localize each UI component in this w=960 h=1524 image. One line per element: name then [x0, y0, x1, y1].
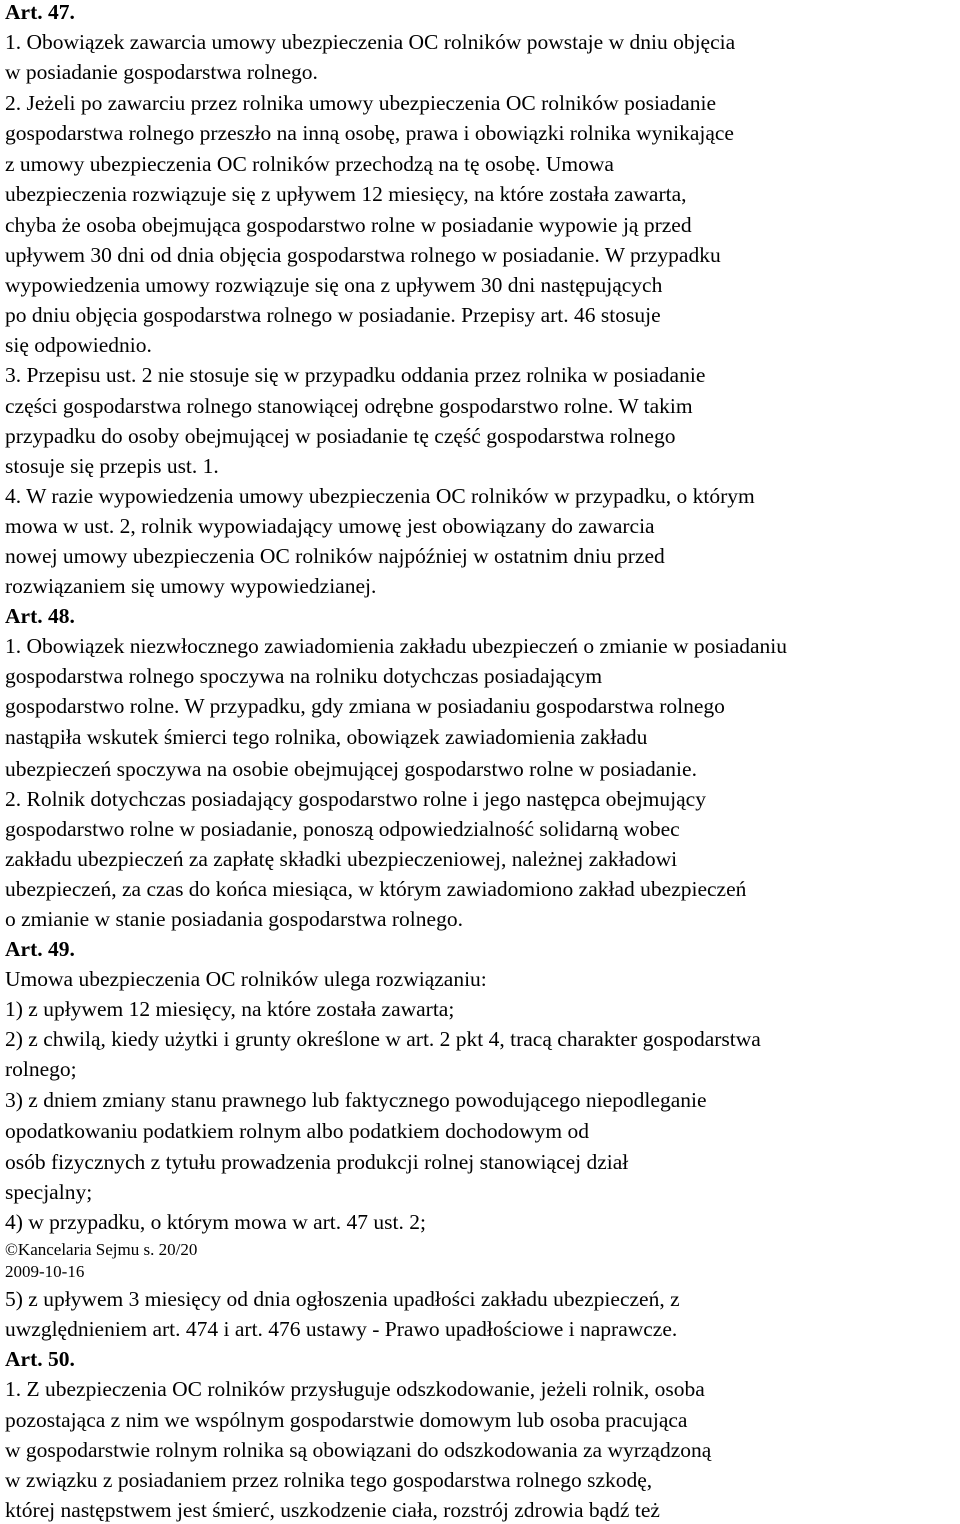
text-line: 4) w przypadku, o którym mowa w art. 47 ust. 2; — [5, 1210, 426, 1234]
text-line: stosuje się przepis ust. 1. — [5, 454, 219, 478]
text-line: specjalny; — [5, 1180, 93, 1204]
text-line: 1) z upływem 12 miesięcy, na które została zawarta; — [5, 997, 455, 1021]
text-line: ubezpieczenia rozwiązuje się z upływem 12 miesięcy, na które została zawarta, — [5, 182, 687, 206]
text-line: 4. W razie wypowiedzenia umowy ubezpieczenia OC rolników w przypadku, o którym — [5, 484, 755, 508]
text-line: gospodarstwa rolnego spoczywa na rolniku dotychczas posiadającym — [5, 664, 603, 688]
text-line: gospodarstwo rolne. W przypadku, gdy zmiana w posiadaniu gospodarstwa rolnego — [5, 694, 725, 718]
text-line: gospodarstwa rolnego przeszło na inną osobę, prawa i obowiązki rolnika wynikające — [5, 121, 734, 145]
text-line: nowej umowy ubezpieczenia OC rolników najpóźniej w ostatnim dniu przed — [5, 544, 665, 568]
article-heading: Art. 47. — [5, 0, 75, 24]
text-line: zakładu ubezpieczeń za zapłatę składki ubezpieczeniowej, należnej zakładowi — [5, 847, 678, 871]
text-line: w związku z posiadaniem przez rolnika tego gospodarstwa rolnego szkodę, — [5, 1468, 653, 1492]
text-line: się odpowiednio. — [5, 333, 152, 357]
text-line: części gospodarstwa rolnego stanowiącej odrębne gospodarstwo rolne. W takim — [5, 394, 693, 418]
text-line: 3) z dniem zmiany stanu prawnego lub faktycznego powodującego niepodleganie — [5, 1088, 707, 1112]
text-line: 3. Przepisu ust. 2 nie stosuje się w przypadku oddania przez rolnika w posiadanie — [5, 363, 706, 387]
text-line: rozwiązaniem się umowy wypowiedzianej. — [5, 574, 377, 598]
text-line: 2) z chwilą, kiedy użytki i grunty określone w art. 2 pkt 4, tracą charakter gospodarstwa — [5, 1027, 761, 1051]
text-line: w gospodarstwie rolnym rolnika są obowiązani do odszkodowania za wyrządzoną — [5, 1438, 712, 1462]
text-line: rolnego; — [5, 1057, 77, 1081]
text-line: z umowy ubezpieczenia OC rolników przechodzą na tę osobę. Umowa — [5, 152, 614, 176]
page-footer-text: 2009-10-16 — [5, 1262, 85, 1281]
text-line: 2. Jeżeli po zawarciu przez rolnika umowy ubezpieczenia OC rolników posiadanie — [5, 91, 717, 115]
text-line: po dniu objęcia gospodarstwa rolnego w posiadanie. Przepisy art. 46 stosuje — [5, 303, 661, 327]
text-line: mowa w ust. 2, rolnik wypowiadający umowę jest obowiązany do zawarcia — [5, 514, 655, 538]
text-line: ubezpieczeń, za czas do końca miesiąca, w którym zawiadomiono zakład ubezpieczeń — [5, 877, 747, 901]
text-line: upływem 30 dni od dnia objęcia gospodarstwa rolnego w posiadanie. W przypadku — [5, 243, 721, 267]
text-line: w posiadanie gospodarstwa rolnego. — [5, 60, 318, 84]
text-line: opodatkowaniu podatkiem rolnym albo podatkiem dochodowym od — [5, 1119, 589, 1143]
text-line: 5) z upływem 3 miesięcy od dnia ogłoszenia upadłości zakładu ubezpieczeń, z — [5, 1287, 680, 1311]
text-line: o zmianie w stanie posiadania gospodarstwa rolnego. — [5, 907, 463, 931]
text-line: Umowa ubezpieczenia OC rolników ulega rozwiązaniu: — [5, 967, 487, 991]
text-line: gospodarstwo rolne w posiadanie, ponoszą odpowiedzialność solidarną wobec — [5, 817, 680, 841]
text-line: uwzględnieniem art. 474 i art. 476 ustawy - Prawo upadłościowe i naprawcze. — [5, 1317, 678, 1341]
article-heading: Art. 50. — [5, 1347, 75, 1371]
article-heading: Art. 48. — [5, 604, 75, 628]
text-line: 1. Obowiązek zawarcia umowy ubezpieczenia OC rolników powstaje w dniu objęcia — [5, 30, 736, 54]
article-heading: Art. 49. — [5, 937, 75, 961]
text-line: osób fizycznych z tytułu prowadzenia produkcji rolnej stanowiącej dział — [5, 1150, 629, 1174]
text-line: ubezpieczeń spoczywa na osobie obejmującej gospodarstwo rolne w posiadanie. — [5, 757, 697, 781]
text-line: 2. Rolnik dotychczas posiadający gospodarstwo rolne i jego następca obejmujący — [5, 787, 706, 811]
text-line: 1. Z ubezpieczenia OC rolników przysługuje odszkodowanie, jeżeli rolnik, osoba — [5, 1377, 705, 1401]
text-line: przypadku do osoby obejmującej w posiadanie tę część gospodarstwa rolnego — [5, 424, 676, 448]
text-line: chyba że osoba obejmująca gospodarstwo rolne w posiadanie wypowie ją przed — [5, 213, 692, 237]
text-line: pozostająca z nim we wspólnym gospodarstwie domowym lub osoba pracująca — [5, 1408, 688, 1432]
text-line: 1. Obowiązek niezwłocznego zawiadomienia zakładu ubezpieczeń o zmianie w posiadaniu — [5, 634, 788, 658]
text-line: wypowiedzenia umowy rozwiązuje się ona z upływem 30 dni następujących — [5, 273, 663, 297]
text-line: której następstwem jest śmierć, uszkodzenie ciała, rozstrój zdrowia bądź też — [5, 1498, 660, 1522]
page-footer-text: ©Kancelaria Sejmu s. 20/20 — [5, 1240, 198, 1259]
text-line: nastąpiła wskutek śmierci tego rolnika, obowiązek zawiadomienia zakładu — [5, 725, 648, 749]
